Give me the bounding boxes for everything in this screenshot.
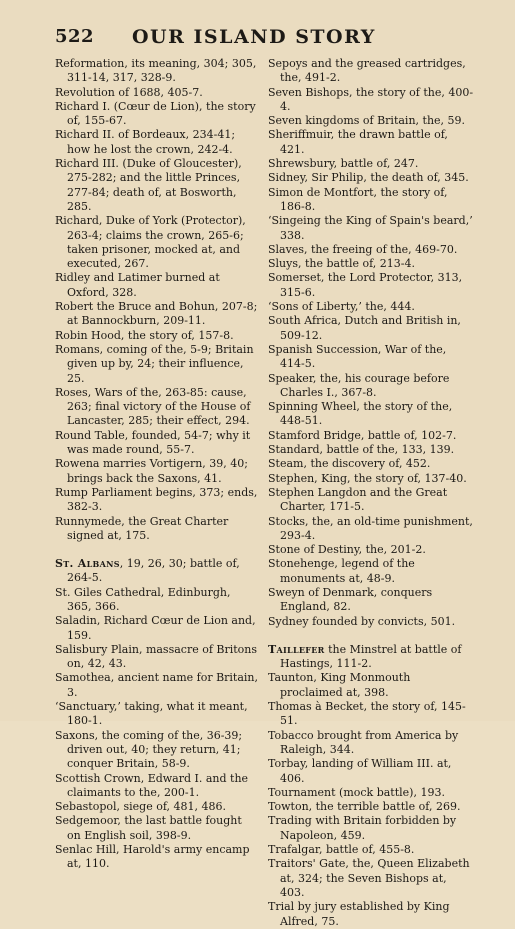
index-entry: Sebastopol, siege of, 481, 486. — [55, 800, 227, 814]
index-entry: Simon de Montfort, the story of, 186-8. — [268, 185, 448, 213]
section-gap — [55, 543, 258, 557]
index-entry: Rump Parliament begins, 373; ends, 382-3. — [55, 485, 258, 514]
index-entry: Trial by jury established by King Alfred, 75. — [268, 900, 450, 928]
index-column-right — [268, 57, 474, 929]
index-entry: Tournament (mock battle), 193. — [268, 785, 445, 799]
index-entry: Sidney, Sir Philip, the death of, 345. — [268, 171, 469, 185]
index-entry: Stamford Bridge, battle of, 102-7. — [268, 428, 457, 442]
running-title: OUR ISLAND STORY — [132, 26, 376, 48]
index-entry: Shrewsbury, battle of, 247. — [268, 157, 419, 171]
index-entry: Romans, coming of the, 5-9; Britain given up by, 24; their influence, 25. — [55, 342, 254, 385]
index-entry: Sweyn of Denmark, conquers England, 82. — [268, 585, 433, 614]
index-entry: Stone of Destiny, the, 201-2. — [268, 543, 426, 557]
index-entry: Standard, battle of the, 133, 139. — [268, 443, 455, 457]
index-entry: Somerset, the Lord Protector, 313, 315-6. — [268, 271, 463, 299]
index-entry: Trading with Britain forbidden by Napoleon, 459. — [268, 814, 457, 842]
index-entry: Roses, Wars of the, 263-85: cause, 263; final victory of the House of Lancaster, 285; their effect, 294. — [55, 385, 251, 428]
index-entry: Steam, the discovery of, 452. — [268, 457, 431, 471]
index-entry: Torbay, landing of William III. at, 406. — [268, 757, 452, 785]
index-entry: Runnymede, the Great Charter signed at, 175. — [55, 514, 229, 542]
index-entry: Robert the Bruce and Bohun, 207-8; at Bannockburn, 209-11. — [55, 300, 258, 328]
index-column-left — [55, 57, 258, 872]
index-entry: Thomas à Becket, the story of, 145-51. — [268, 700, 466, 728]
index-entry: Tobacco brought from America by Raleigh, 344. — [268, 728, 459, 756]
index-entry: St. Albans, 19, 26, 30; battle of, 264-5. — [55, 557, 240, 585]
section-gap — [268, 629, 474, 643]
index-entry: Richard II. of Bordeaux, 234-41; how he lost the crown, 242-4. — [55, 128, 236, 156]
index-entry: Trafalgar, battle of, 455-8. — [268, 843, 415, 857]
index-entry: Spanish Succession, War of the, 414-5. — [268, 342, 447, 371]
index-entry: Slaves, the freeing of the, 469-70. — [268, 242, 458, 256]
index-entry: Robin Hood, the story of, 157-8. — [55, 328, 234, 342]
index-entry: Towton, the terrible battle of, 269. — [268, 800, 461, 814]
index-entry: Sedgemoor, the last battle fought on English soil, 398-9. — [55, 814, 242, 842]
index-entry: Sluys, the battle of, 213-4. — [268, 257, 415, 271]
index-entry: Traitors' Gate, the, Queen Elizabeth at, 324; the Seven Bishops at, 403. — [268, 857, 470, 899]
index-entry: ‘Sons of Liberty,’ the, 444. — [268, 300, 415, 314]
index-entry: Richard III. (Duke of Gloucester), 275-282; and the little Princes, 277-84; death of, at Bosworth, 285. — [55, 157, 242, 213]
index-entry: ‘Sanctuary,’ taking, what it meant, 180-1. — [55, 700, 248, 728]
index-entry: Reformation, its meaning, 304; 305, 311-14, 317, 328-9. — [55, 57, 257, 85]
index-entry: Stephen Langdon and the Great Charter, 171-5. — [268, 485, 448, 514]
index-entry: Taunton, King Monmouth proclaimed at, 398. — [268, 671, 411, 699]
index-entry: Samothea, ancient name for Britain, 3. — [55, 671, 259, 699]
index-entry: Seven kingdoms of Britain, the, 59. — [268, 114, 466, 128]
index-entry: Ridley and Latimer burned at Oxford, 328. — [55, 271, 220, 299]
index-entry: Richard I. (Cœur de Lion), the story of, 155-67. — [55, 99, 256, 128]
index-entry: South Africa, Dutch and British in, 509-12. — [268, 314, 461, 342]
index-entry: Taillefer the Minstrel at battle of Hastings, 111-2. — [268, 642, 462, 671]
index-entry: Sydney founded by convicts, 501. — [268, 614, 456, 628]
index-entry: Richard, Duke of York (Protector), 263-4; claims the crown, 265-6; taken prisoner, mocked at, and executed, 267. — [55, 214, 246, 271]
index-entry: Scottish Crown, Edward I. and the claimants to the, 200-1. — [55, 771, 249, 799]
section-headword: St. Albans — [55, 557, 120, 571]
index-entry: Stonehenge, legend of the monuments at, 48-9. — [268, 557, 415, 585]
page-number: 522 — [55, 26, 95, 47]
index-entry: Saxons, the coming of the, 36-39; driven out, 40; they return, 41; conquer Britain, 58-9. — [55, 728, 243, 771]
index-entry: Spinning Wheel, the story of the, 448-51. — [268, 400, 453, 428]
index-entry: Revolution of 1688, 405-7. — [55, 85, 203, 99]
index-entry: ‘Singeing the King of Spain's beard,’ 338. — [268, 214, 473, 242]
page-header — [0, 26, 515, 52]
index-entry: Saladin, Richard Cœur de Lion and, 159. — [55, 614, 256, 642]
index-entry: Stocks, the, an old-time punishment, 293-4. — [268, 514, 473, 542]
index-entry: Round Table, founded, 54-7; why it was made round, 55-7. — [55, 428, 251, 457]
index-entry: Sheriffmuir, the drawn battle of, 421. — [268, 128, 448, 156]
index-entry: Stephen, King, the story of, 137-40. — [268, 471, 467, 485]
index-entry: Rowena marries Vortigern, 39, 40; brings back the Saxons, 41. — [55, 457, 248, 485]
index-entry: Senlac Hill, Harold's army encamp at, 110. — [55, 843, 250, 871]
index-entry: St. Giles Cathedral, Edinburgh, 365, 366. — [55, 585, 231, 613]
section-headword: Taillefer — [268, 642, 325, 656]
index-entry: Speaker, the, his courage before Charles I., 367-8. — [268, 371, 450, 399]
index-entry: Salisbury Plain, massacre of Britons on, 42, 43. — [55, 642, 258, 671]
index-entry: Sepoys and the greased cartridges, the, 491-2. — [268, 57, 466, 85]
index-entry: Seven Bishops, the story of the, 400-4. — [268, 85, 474, 113]
